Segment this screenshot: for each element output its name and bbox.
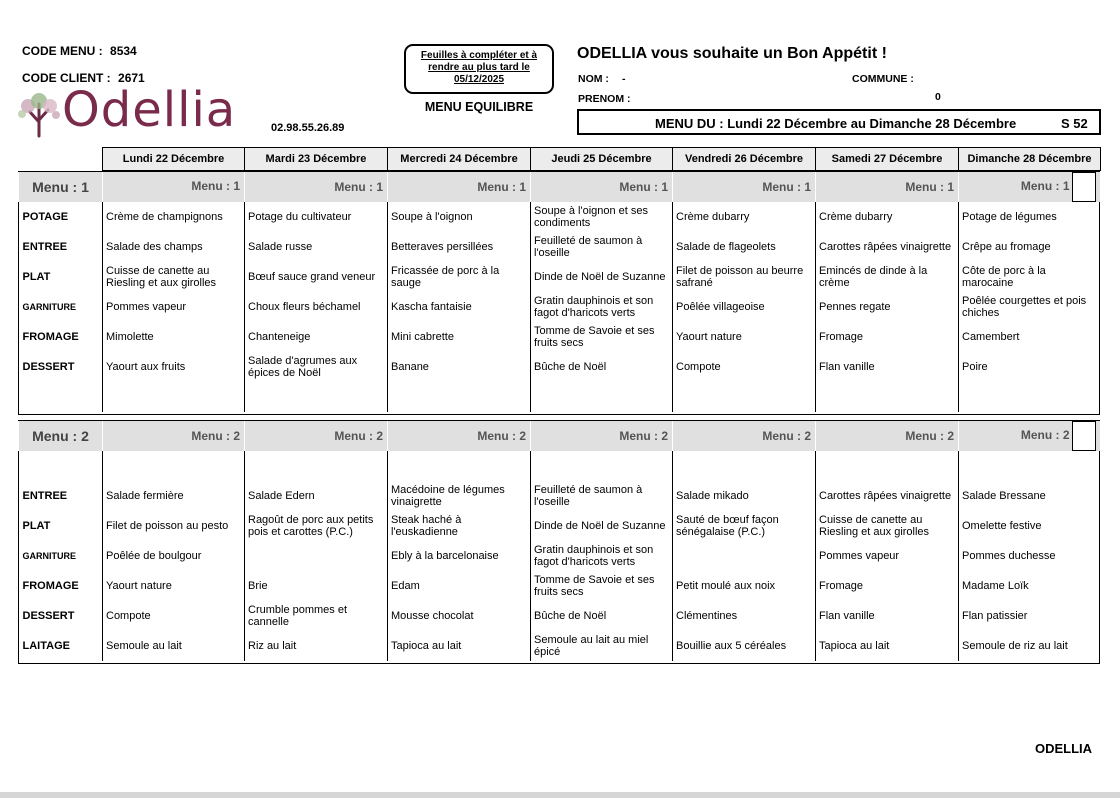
dish-cell: Ebly à la barcelonaise [388, 541, 531, 571]
dish-cell: Bûche de Noël [531, 601, 673, 631]
dish-cell: Compote [673, 352, 816, 382]
dish-cell: Salade Edern [245, 481, 388, 511]
menu-2-label: Menu : 2 [19, 421, 103, 451]
row-label: FROMAGE [22, 331, 79, 343]
dish-cell: Steak haché à l'euskadienne [388, 511, 531, 541]
dish-cell: Compote [103, 601, 245, 631]
page-bottom-edge [0, 792, 1120, 798]
menu-col-label: Menu : 2 [531, 421, 673, 451]
dish-cell: Omelette festive [959, 511, 1100, 541]
nom-value: - [622, 73, 626, 85]
dish-cell: Potage de légumes [959, 202, 1100, 232]
dish-cell: Soupe à l'oignon et ses condiments [531, 202, 673, 232]
menu-2-row [19, 481, 1100, 511]
dish-cell: Yaourt aux fruits [103, 352, 245, 382]
row-label: DESSERT [22, 361, 75, 373]
dish-cell [531, 451, 673, 481]
code-client-label: CODE CLIENT : [22, 71, 111, 85]
dish-cell: Bûche de Noël [531, 352, 673, 382]
dish-cell: Semoule de riz au lait [959, 631, 1100, 661]
dish-cell: Filet de poisson au beurre safrané [673, 262, 816, 292]
row-label: POTAGE [22, 211, 69, 223]
menu-col-label: Menu : 2 [103, 421, 245, 451]
menu-du-box [577, 109, 1101, 135]
day-header: Mercredi 24 Décembre [388, 148, 531, 171]
dish-cell: Macédoine de légumes vinaigrette [388, 481, 531, 511]
row-label: PLAT [22, 520, 51, 532]
menu-col-label: Menu : 1 [245, 172, 388, 202]
dish-cell: Sauté de bœuf façon sénégalaise (P.C.) [673, 511, 816, 541]
dish-cell: Crème dubarry [673, 202, 816, 232]
dish-cell: Feuilleté de saumon à l'oseille [531, 232, 673, 262]
menu-1-header-row [19, 172, 1100, 202]
code-client-value: 2671 [118, 71, 145, 85]
dish-cell [816, 382, 959, 412]
row-label: LAITAGE [22, 640, 70, 652]
tree-logo-icon [16, 92, 62, 138]
menu-du-text: MENU DU : Lundi 22 Décembre au Dimanche 28 Décembre [655, 116, 1017, 131]
dish-cell: Flan patissier [959, 601, 1100, 631]
week-number: S 52 [1061, 116, 1088, 131]
menu-2-header-row [19, 421, 1100, 451]
menu-1-row [19, 262, 1100, 292]
row-label: GARNITURE [22, 302, 76, 312]
menu-col-label: Menu : 2 [245, 421, 388, 451]
dish-cell: Salade mikado [673, 481, 816, 511]
dish-cell: Potage du cultivateur [245, 202, 388, 232]
menu-col-label: Menu : 2 [673, 421, 816, 451]
menu-col-label: Menu : 1 [959, 172, 1100, 202]
notice-line: rendre au plus tard le [428, 62, 530, 73]
dish-cell: Filet de poisson au pesto [103, 511, 245, 541]
row-label [19, 382, 103, 412]
deadline-notice [404, 44, 554, 94]
dish-cell: Salade de flageolets [673, 232, 816, 262]
dish-cell: Madame Loïk [959, 571, 1100, 601]
dish-cell: Banane [388, 352, 531, 382]
day-header: Dimanche 28 Décembre [959, 148, 1101, 171]
dish-cell [103, 382, 245, 412]
dish-cell: Salade fermière [103, 481, 245, 511]
menu-1-row [19, 382, 1100, 412]
dish-cell: Crumble pommes et cannelle [245, 601, 388, 631]
dish-cell [388, 451, 531, 481]
greeting: ODELLIA vous souhaite un Bon Appétit ! [577, 45, 887, 62]
dish-cell: Soupe à l'oignon [388, 202, 531, 232]
dish-cell: Salade russe [245, 232, 388, 262]
day-header: Samedi 27 Décembre [816, 148, 959, 171]
dish-cell: Petit moulé aux noix [673, 571, 816, 601]
code-menu-label: CODE MENU : [22, 44, 103, 58]
dish-cell [388, 382, 531, 412]
prenom-value: 0 [935, 91, 941, 103]
dish-cell: Tapioca au lait [816, 631, 959, 661]
dish-cell: Flan vanille [816, 352, 959, 382]
menu-1-row [19, 322, 1100, 352]
dish-cell: Chanteneige [245, 322, 388, 352]
prenom-label: PRENOM : [578, 93, 631, 105]
dish-cell: Semoule au lait au miel épicé [531, 631, 673, 661]
nom-label: NOM : [578, 73, 609, 85]
row-label: PLAT [22, 271, 51, 283]
dish-cell: Tapioca au lait [388, 631, 531, 661]
menu-2-row [19, 511, 1100, 541]
menu-1-row [19, 352, 1100, 382]
day-header: Jeudi 25 Décembre [531, 148, 673, 171]
dish-cell: Crème dubarry [816, 202, 959, 232]
notice-line: 05/12/2025 [453, 74, 505, 85]
dish-cell: Poêlée villageoise [673, 292, 816, 322]
menu-1-table [18, 172, 1100, 412]
dish-cell: Crêpe au fromage [959, 232, 1100, 262]
dish-cell [103, 451, 245, 481]
dish-cell: Salade des champs [103, 232, 245, 262]
dish-cell: Dinde de Noël de Suzanne [531, 511, 673, 541]
dish-cell: Pommes vapeur [103, 292, 245, 322]
dish-cell: Clémentines [673, 601, 816, 631]
dish-cell: Riz au lait [245, 631, 388, 661]
row-label: FROMAGE [22, 580, 79, 592]
dish-cell: Cuisse de canette au Riesling et aux girolles [103, 262, 245, 292]
row-label: DESSERT [22, 610, 75, 622]
dish-cell: Fricassée de porc à la sauge [388, 262, 531, 292]
menu-col-label: Menu : 2 [388, 421, 531, 451]
dish-cell: Poêlée de boulgour [103, 541, 245, 571]
menu-col-label: Menu : 1 [103, 172, 245, 202]
dish-cell [959, 382, 1100, 412]
dish-cell [245, 451, 388, 481]
dish-cell [245, 541, 388, 571]
logo-text: Odellia [62, 82, 237, 138]
menu-1-row [19, 232, 1100, 262]
checkbox[interactable] [1072, 172, 1096, 202]
dish-cell: Tomme de Savoie et ses fruits secs [531, 571, 673, 601]
dish-cell: Salade Bressane [959, 481, 1100, 511]
dish-cell: Choux fleurs béchamel [245, 292, 388, 322]
checkbox[interactable] [1072, 421, 1096, 451]
dish-cell: Salade d'agrumes aux épices de Noël [245, 352, 388, 382]
menu-2-row [19, 451, 1100, 481]
dish-cell: Fromage [816, 571, 959, 601]
menu-col-label: Menu : 1 [673, 172, 816, 202]
notice-line: Feuilles à compléter et à [420, 50, 538, 61]
dish-cell: Tomme de Savoie et ses fruits secs [531, 322, 673, 352]
menu-2-row [19, 601, 1100, 631]
dish-cell: Mousse chocolat [388, 601, 531, 631]
dish-cell: Ragoût de porc aux petits pois et carottes (P.C.) [245, 511, 388, 541]
dish-cell [531, 382, 673, 412]
menu-1-row [19, 202, 1100, 232]
menu-1-row [19, 292, 1100, 322]
code-menu [22, 44, 137, 58]
row-label: ENTREE [22, 490, 68, 502]
menu-2-row [19, 631, 1100, 661]
menu-col-label: Menu : 1 [531, 172, 673, 202]
menu-2-row [19, 541, 1100, 571]
dish-cell: Kascha fantaisie [388, 292, 531, 322]
dish-cell: Gratin dauphinois et son fagot d'haricots verts [531, 541, 673, 571]
dish-cell: Gratin dauphinois et son fagot d'haricots verts [531, 292, 673, 322]
menu-2-table [18, 421, 1100, 661]
menu-type: MENU EQUILIBRE [424, 100, 534, 114]
dish-cell: Poire [959, 352, 1100, 382]
menu-2-row [19, 571, 1100, 601]
day-header: Lundi 22 Décembre [103, 148, 245, 171]
dish-cell: Côte de porc à la marocaine [959, 262, 1100, 292]
menu-1-label: Menu : 1 [19, 172, 103, 202]
menu-col-label: Menu : 1 [388, 172, 531, 202]
code-menu-value: 8534 [110, 44, 137, 58]
dish-cell: Feuilleté de saumon à l'oseille [531, 481, 673, 511]
phone: 02.98.55.26.89 [271, 122, 345, 134]
footer-brand: ODELLIA [1035, 741, 1093, 756]
dish-cell: Pennes regate [816, 292, 959, 322]
dish-cell: Poêlée courgettes et pois chiches [959, 292, 1100, 322]
dish-cell: Yaourt nature [673, 322, 816, 352]
dish-cell: Camembert [959, 322, 1100, 352]
dish-cell: Bouillie aux 5 céréales [673, 631, 816, 661]
dish-cell: Mimolette [103, 322, 245, 352]
row-label: ENTREE [22, 241, 68, 253]
dish-cell [673, 382, 816, 412]
dish-cell [959, 451, 1100, 481]
row-label: GARNITURE [22, 551, 76, 561]
dish-cell: Brie [245, 571, 388, 601]
menu-col-label: Menu : 1 [816, 172, 959, 202]
menu-col-label: Menu : 2 [959, 421, 1100, 451]
dish-cell: Dinde de Noël de Suzanne [531, 262, 673, 292]
dish-cell: Bœuf sauce grand veneur [245, 262, 388, 292]
dish-cell: Edam [388, 571, 531, 601]
dish-cell: Semoule au lait [103, 631, 245, 661]
dish-cell: Carottes râpées vinaigrette [816, 481, 959, 511]
day-headers [102, 147, 1101, 171]
day-header: Mardi 23 Décembre [245, 148, 388, 171]
dish-cell [245, 382, 388, 412]
dish-cell: Yaourt nature [103, 571, 245, 601]
dish-cell: Mini cabrette [388, 322, 531, 352]
commune-label: COMMUNE : [852, 73, 914, 85]
dish-cell: Carottes râpées vinaigrette [816, 232, 959, 262]
dish-cell: Cuisse de canette au Riesling et aux girolles [816, 511, 959, 541]
dish-cell: Betteraves persillées [388, 232, 531, 262]
row-label [19, 451, 103, 481]
dish-cell: Emincés de dinde à la crème [816, 262, 959, 292]
dish-cell: Pommes duchesse [959, 541, 1100, 571]
day-header: Vendredi 26 Décembre [673, 148, 816, 171]
dish-cell: Crème de champignons [103, 202, 245, 232]
menu-col-label: Menu : 2 [816, 421, 959, 451]
dish-cell [673, 451, 816, 481]
dish-cell: Fromage [816, 322, 959, 352]
dish-cell: Flan vanille [816, 601, 959, 631]
dish-cell [816, 451, 959, 481]
dish-cell: Pommes vapeur [816, 541, 959, 571]
dish-cell [673, 541, 816, 571]
